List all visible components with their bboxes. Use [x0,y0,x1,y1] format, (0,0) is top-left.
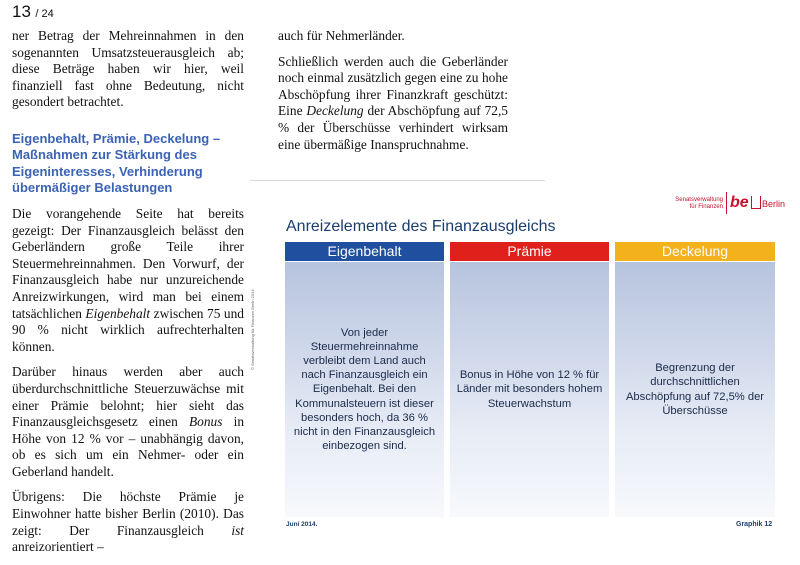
emphasis-bonus: Bonus [188,414,223,430]
right-text-column [278,28,508,162]
page-total: / 24 [35,8,54,20]
graphic-date: Juni 2014. [286,521,318,528]
left-paragraph-1: ner Betrag der Mehreinnahmen in den sogenannten Umsatzsteuerausgleich ab; diese Beträge haben wir hier, weil finanziell fast ohne Bedeutung, nicht gesondert betrachtet. [12,28,244,110]
column-header-praemie: Prämie [450,242,609,261]
emphasis-ist: ist [231,522,244,538]
column-header-deckelung: Deckelung [615,242,775,261]
column-body-eigenbehalt: Von jeder Steuermehreinnahme verbleibt dem Land auch nach Finanzausgleich ein Eigenbehalt. Bei den Kommunalsteuern ist dieser besonders hoch, da 36 % nicht in den Finanzausgleich einbezogen sind. [285,262,444,517]
logo-divider [726,192,727,214]
graphic-top-edge [250,180,545,181]
graphic-number: Graphik 12 [736,521,773,528]
berlin-bear-icon [751,196,761,209]
left-paragraph-2: Die vorangehende Seite hat bereits gezeigt: Der Finanzausgleich belässt den Geberländern große Teile ihrer Steuermehreinnahmen. Den Vorwurf, der Finanzausgleich habe nur unzureichende Anreizwirkungen, wird man bei einem tatsächlichen Eigenbehalt zwischen 75 und 90 % nicht wirklich aufrechterhalten können. [12,205,244,354]
section-heading: Eigenbehalt, Prämie, Deckelung – Maßnahmen zur Stärkung des Eigeninteresses, Verhinderung übermäßiger Belastungen [12,130,221,196]
page-current: 13 [12,2,31,21]
column-body-deckelung: Begrenzung der durchschnittlichen Abschöpfung auf 72,5% der Überschüsse [615,262,775,517]
emphasis-eigenbehalt: Eigenbehalt [85,305,151,321]
right-paragraph-1: auch für Nehmerländer. [278,28,405,43]
page-number [12,2,54,22]
incentive-graphic [250,180,788,540]
column-body-praemie: Bonus in Höhe von 12 % für Länder mit besonders hohem Steuerwachstum [450,262,609,517]
logo-be: be [730,194,749,211]
graphic-title: Anreizelemente des Finanzausgleichs [286,218,556,235]
right-paragraph-2: Schließlich werden auch die Geberländer noch einmal zusätzlich gegen eine zu hohe Abschöpfung ihrer Finanzkraft geschützt: Eine Deckelung der Abschöpfung auf 72,5 % der Überschüsse verhindert wirksam eine übermäßige Inanspruchnahme. [278,53,508,152]
left-text-column [12,28,244,565]
emphasis-deckelung: Deckelung [306,103,364,119]
logo-senate-text: Senatsverwaltung für Finanzen [675,197,723,210]
logo-berlin: Berlin [762,199,786,209]
column-header-eigenbehalt: Eigenbehalt [285,242,444,261]
copyright-note: © Senatsverwaltung für Finanzen Berlin 2014 [250,289,255,370]
left-paragraph-3: Darüber hinaus werden aber auch überdurchschnittliche Steuerzuwächse mit einer Prämie belohnt; hier sieht das Finanzausgleichsgesetz einen Bonus in Höhe von 12 % vor – unabhängig davon, ob es sich um ein Nehmer- oder ein Geberland handelt. [12,364,245,479]
left-paragraph-4: Übrigens: Die höchste Prämie je Einwohner hatte bisher Berlin (2010). Das zeigt: Der Finanzausgleich ist anreizorientiert – [12,489,244,555]
